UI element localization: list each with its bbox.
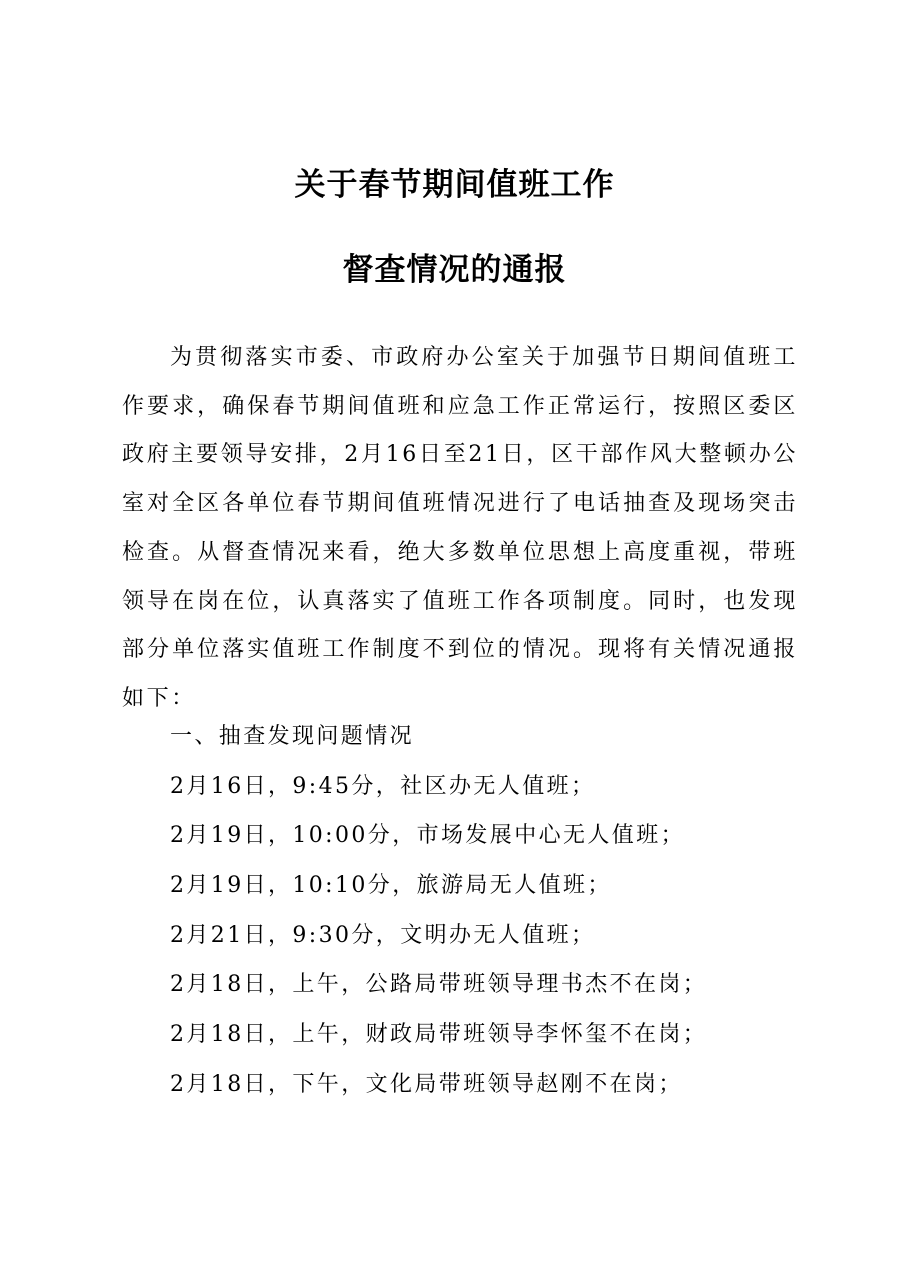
list-item: 2月19日，10:10分，旅游局无人值班； xyxy=(170,873,612,899)
list-item: 2月18日，上午，财政局带班领导李怀玺不在岗； xyxy=(170,1022,708,1048)
document-title-line1: 关于春节期间值班工作 xyxy=(294,167,615,203)
list-item: 2月19日，10:00分，市场发展中心无人值班； xyxy=(170,823,685,849)
intro-paragraph: 为贯彻落实市委、市政府办公室关于加强节日期间值班工作要求，确保春节期间值班和应急工作正常运行，按照区委区政府主要领导安排，2月16日至21日，区干部作风大整顿办公室对全区各单位春节期间值班情况进行了电话抽查及现场突击检查。从督查情况来看，绝大多数单位思想上高度重视，带班领导在岗在位，认真落实了值班工作各项制度。同时，也发现部分单位落实值班工作制度不到位的情况。现将有关情况通报如下： xyxy=(122,345,798,711)
problem-list xyxy=(170,712,798,1110)
list-item: 2月18日，下午，文化局带班领导赵刚不在岗； xyxy=(170,1071,683,1097)
list-item: 2月21日，9:30分，文明办无人值班； xyxy=(170,922,596,948)
list-item: 2月16日，9:45分，社区办无人值班； xyxy=(170,773,596,799)
list-item: 2月18日，上午，公路局带班领导理书杰不在岗； xyxy=(170,972,708,998)
document-title-line2: 督查情况的通报 xyxy=(342,252,567,288)
section-heading: 一、抽查发现问题情况 xyxy=(170,724,415,749)
